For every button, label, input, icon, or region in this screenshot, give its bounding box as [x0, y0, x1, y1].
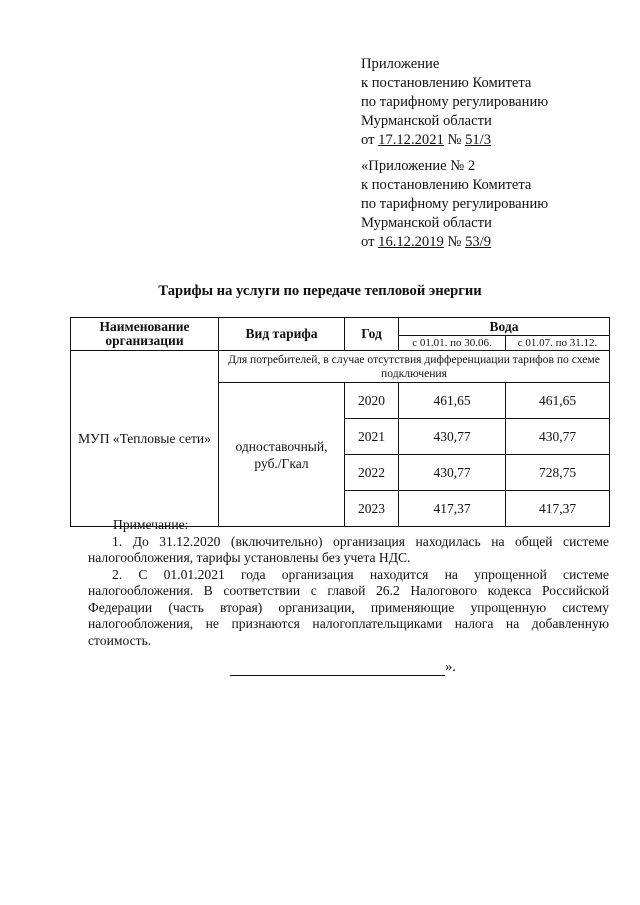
tariff-type-cell: одноставочный, руб./Гкал [219, 383, 345, 527]
appendix-header [361, 55, 548, 150]
column-header-tariff-type: Вид тарифа [219, 318, 345, 351]
tariff-value-second-half: 417,37 [506, 491, 610, 527]
region-name: Мурманской области [361, 113, 492, 129]
date-prefix: от [361, 234, 375, 250]
signature-line [230, 660, 445, 676]
original-appendix-header [361, 157, 548, 252]
closing-line [230, 659, 456, 676]
tariff-value-first-half: 417,37 [399, 491, 506, 527]
note-item-1: 1. До 31.12.2020 (включительно) организация находилась на общей системе налогообложения, тарифы установлены без учета НДС. [88, 533, 609, 565]
number-prefix: № [447, 132, 462, 148]
resolution-number: 51/3 [465, 132, 492, 148]
period-second-half: с 01.07. по 31.12. [506, 336, 610, 351]
year-cell: 2023 [345, 491, 399, 527]
date-prefix: от [361, 132, 375, 148]
resolution-date-line [361, 233, 548, 252]
appendix-label: Приложение [361, 56, 440, 72]
table-header-row [71, 318, 610, 336]
notes-section [88, 517, 609, 649]
tariff-value-first-half: 461,65 [399, 383, 506, 419]
column-header-water: Вода [399, 318, 610, 336]
tariff-value-second-half: 461,65 [506, 383, 610, 419]
document-title: Тарифы на услуги по передаче тепловой энергии [158, 283, 482, 299]
closing-quote: ». [445, 659, 456, 675]
year-cell: 2020 [345, 383, 399, 419]
resolution-date-line [361, 131, 548, 150]
resolution-number: 53/9 [465, 234, 492, 250]
period-first-half: с 01.01. по 30.06. [399, 336, 506, 351]
resolution-reference: к постановлению Комитета [361, 75, 532, 91]
column-header-year: Год [345, 318, 399, 351]
tariff-value-first-half: 430,77 [399, 455, 506, 491]
table-row [71, 351, 610, 383]
notes-heading: Примечание: [113, 517, 189, 532]
consumer-note-cell: Для потребителей, в случае отсутствия дифференциации тарифов по схеме подключения [219, 351, 610, 383]
tariff-value-second-half: 728,75 [506, 455, 610, 491]
appendix-label: «Приложение № 2 [361, 158, 476, 174]
resolution-date: 17.12.2021 [378, 132, 444, 148]
tariff-value-first-half: 430,77 [399, 419, 506, 455]
year-cell: 2021 [345, 419, 399, 455]
column-header-organization: Наименование организации [71, 318, 219, 351]
number-prefix: № [447, 234, 462, 250]
note-item-2: 2. С 01.01.2021 года организация находится на упрощенной системе налогообложения. В соответствии с главой 26.2 Налогового кодекса Российской Федерации (часть вторая) организации, применяющие упрощенную систему налогообложения, не признаются налогоплательщиками налога на добавленную стоимость. [88, 566, 609, 648]
committee-name: по тарифному регулированию [361, 196, 549, 212]
resolution-date: 16.12.2019 [378, 234, 444, 250]
resolution-reference: к постановлению Комитета [361, 177, 532, 193]
year-cell: 2022 [345, 455, 399, 491]
tariff-value-second-half: 430,77 [506, 419, 610, 455]
organization-cell: МУП «Тепловые сети» [71, 351, 219, 527]
region-name: Мурманской области [361, 215, 492, 231]
tariff-table [70, 317, 610, 527]
committee-name: по тарифному регулированию [361, 94, 549, 110]
